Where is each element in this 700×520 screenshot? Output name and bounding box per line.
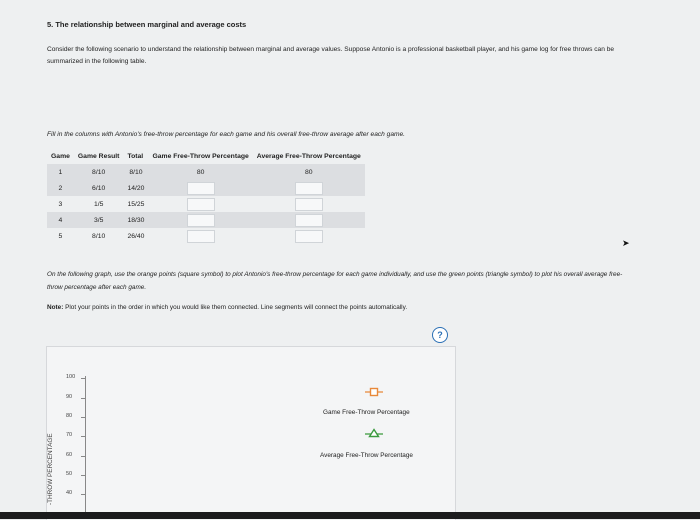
cell-result: 8/10 bbox=[92, 232, 106, 240]
avg-pct-input-5[interactable] bbox=[253, 228, 365, 244]
cell-total: 26/40 bbox=[127, 232, 145, 240]
orange-square-icon[interactable] bbox=[365, 387, 383, 397]
y-tick-label: 90 bbox=[66, 394, 73, 400]
fill-instruction: Fill in the columns with Antonio's free-throw percentage for each game and his overall free-throw average after each game. bbox=[47, 131, 405, 138]
cell-result: 1/5 bbox=[93, 200, 104, 208]
cell-avg-pct: 80 bbox=[253, 164, 365, 180]
input-box[interactable] bbox=[187, 230, 215, 243]
cell-total: 14/20 bbox=[123, 180, 148, 196]
col-header-result: Game Result bbox=[77, 152, 120, 160]
input-box[interactable] bbox=[187, 198, 215, 211]
plot-area[interactable] bbox=[46, 346, 456, 520]
y-tick bbox=[81, 475, 85, 476]
intro-text: Consider the following scenario to understand the relationship between marginal and average values. Suppose Antonio is a professional basketball player, and his game log for free throws can be summarized in the following table. bbox=[47, 46, 615, 65]
free-throw-table bbox=[47, 148, 365, 244]
avg-pct-input-2[interactable] bbox=[253, 180, 365, 196]
avg-pct-input-4[interactable] bbox=[253, 212, 365, 228]
input-box[interactable] bbox=[295, 214, 323, 227]
legend-game-pct-label: Game Free-Throw Percentage bbox=[323, 409, 410, 416]
col-header-game: Game bbox=[51, 152, 70, 160]
y-tick bbox=[81, 456, 85, 457]
y-axis bbox=[85, 376, 86, 519]
game-pct-input-3[interactable] bbox=[148, 196, 252, 212]
y-tick-label: 70 bbox=[66, 432, 73, 438]
y-tick bbox=[81, 494, 85, 495]
game-pct-input-5[interactable] bbox=[148, 228, 252, 244]
col-header-avg-pct: Average Free-Throw Percentage bbox=[256, 152, 361, 160]
table-row bbox=[47, 228, 365, 244]
note-body: Plot your points in the order in which you would like them connected. Line segments will connect the points automatically. bbox=[65, 304, 408, 311]
cell-total: 18/30 bbox=[123, 212, 148, 228]
y-tick bbox=[81, 398, 85, 399]
input-box[interactable] bbox=[295, 198, 323, 211]
cell-game: 3 bbox=[58, 200, 63, 208]
cell-total: 15/25 bbox=[127, 200, 145, 208]
table-header-row bbox=[47, 148, 365, 164]
y-tick bbox=[81, 378, 85, 379]
y-axis-label: -THROW PERCENTAGE bbox=[47, 433, 54, 505]
table-row bbox=[47, 180, 365, 196]
table-row bbox=[47, 212, 365, 228]
y-tick-label: 80 bbox=[66, 413, 73, 419]
game-pct-input-4[interactable] bbox=[148, 212, 252, 228]
note-label: Note: bbox=[47, 304, 64, 311]
cell-game-pct: 80 bbox=[148, 164, 252, 180]
col-header-game-pct: Game Free-Throw Percentage bbox=[152, 152, 249, 160]
graph-instruction: On the following graph, use the orange points (square symbol) to plot Antonio's free-throw percentage for each game individually, and use the green points (triangle symbol) to plot his overall average free-throw percentage after each game. bbox=[47, 271, 623, 291]
question-title: 5. The relationship between marginal and average costs bbox=[47, 20, 247, 29]
input-box[interactable] bbox=[295, 182, 323, 195]
y-tick-label: 50 bbox=[66, 471, 73, 477]
help-icon[interactable]: ? bbox=[432, 327, 448, 343]
cell-total: 8/10 bbox=[123, 164, 148, 180]
y-tick-label: 40 bbox=[66, 490, 73, 496]
input-box[interactable] bbox=[187, 214, 215, 227]
cell-game: 5 bbox=[58, 232, 63, 240]
avg-pct-input-3[interactable] bbox=[253, 196, 365, 212]
green-triangle-icon[interactable] bbox=[365, 428, 383, 438]
mouse-cursor-icon: ➤ bbox=[622, 238, 630, 248]
note-text bbox=[47, 304, 407, 311]
table-row bbox=[47, 196, 365, 212]
legend-avg-pct-label: Average Free-Throw Percentage bbox=[320, 452, 413, 459]
cell-result: 6/10 bbox=[74, 180, 124, 196]
col-header-total: Total bbox=[127, 152, 144, 160]
cell-game: 1 bbox=[47, 164, 74, 180]
y-tick-label: 100 bbox=[66, 374, 76, 380]
cell-game: 4 bbox=[47, 212, 74, 228]
y-tick-label: 60 bbox=[66, 452, 73, 458]
screen-bottom-edge bbox=[0, 512, 700, 519]
y-tick bbox=[81, 417, 85, 418]
table-row bbox=[47, 164, 365, 180]
cell-result: 8/10 bbox=[74, 164, 124, 180]
input-box[interactable] bbox=[187, 182, 215, 195]
input-box[interactable] bbox=[295, 230, 323, 243]
cell-game: 2 bbox=[47, 180, 74, 196]
cell-result: 3/5 bbox=[74, 212, 124, 228]
game-pct-input-2[interactable] bbox=[148, 180, 252, 196]
y-tick bbox=[81, 436, 85, 437]
